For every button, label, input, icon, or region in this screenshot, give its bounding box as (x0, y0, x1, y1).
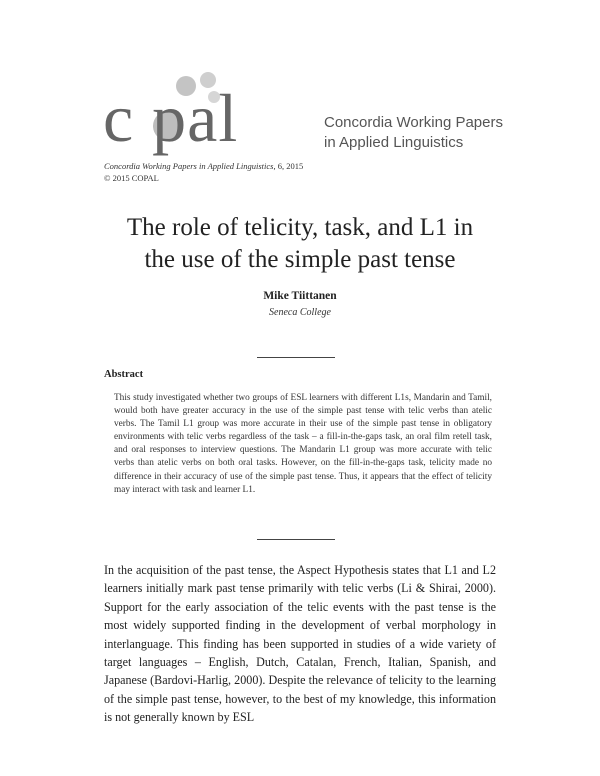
series-title-line2: in Applied Linguistics (324, 134, 464, 151)
citation-copyright: © 2015 COPAL (104, 173, 159, 183)
series-title-line1: Concordia Working Papers (324, 114, 503, 131)
paper-title-line1: The role of telicity, task, and L1 in (126, 214, 474, 241)
author-name: Mike Tiittanen (263, 290, 337, 302)
divider-bottom (257, 539, 335, 540)
paper-title (80, 212, 520, 276)
abstract-heading: Abstract (104, 369, 144, 380)
citation-block (104, 160, 303, 184)
paper-title-line2: the use of the simple past tense (144, 246, 456, 273)
abstract-text: This study investigated whether two groups of ESL learners with different L1s, Mandarin and Tamil, would both have greater accuracy in the use of the simple past tense with telic verbs than atelic verbs. The Tamil L1 group was more accurate in their use of the simple past tense in obligatory environments with telic verbs regardless of the task – a fill-in-the-gaps task, an oral film retell task, and oral responses to interview questions. The Mandarin L1 group was more accurate with telic verbs than atelic verbs on both oral tasks. However, on the fill-in-the-gaps task, telicity made no difference in their accuracy of use of the simple past tense. Thus, it appears that the effect of telicity may interact with task and learner L1. (114, 393, 492, 495)
divider-top (257, 357, 335, 358)
body-paragraph: In the acquisition of the past tense, the Aspect Hypothesis states that L1 and L2 learners initially mark past tense primarily with telic verbs (Li & Shirai, 2000). Support for the early association of the telic events with the past tense is the most widely supported finding in the development of verbal morphology in interlanguage. This finding has been supported in studies of a wide variety of target languages – English, Dutch, Catalan, French, Italian, Spanish, and Japanese (Bardovi-Harlig, 2000). Despite the relevance of telicity to the learning of the simple past tense, however, to the best of my knowledge, this information is not generally known by ESL (104, 563, 496, 725)
citation-volume-year: , 6, 2015 (273, 161, 304, 171)
author-affiliation: Seneca College (269, 307, 331, 318)
citation-journal: Concordia Working Papers in Applied Linguistics (104, 161, 274, 171)
copal-logo (103, 68, 313, 160)
copal-wordmark: c pal (103, 80, 239, 156)
citation-line (104, 160, 303, 172)
series-title (324, 113, 503, 153)
